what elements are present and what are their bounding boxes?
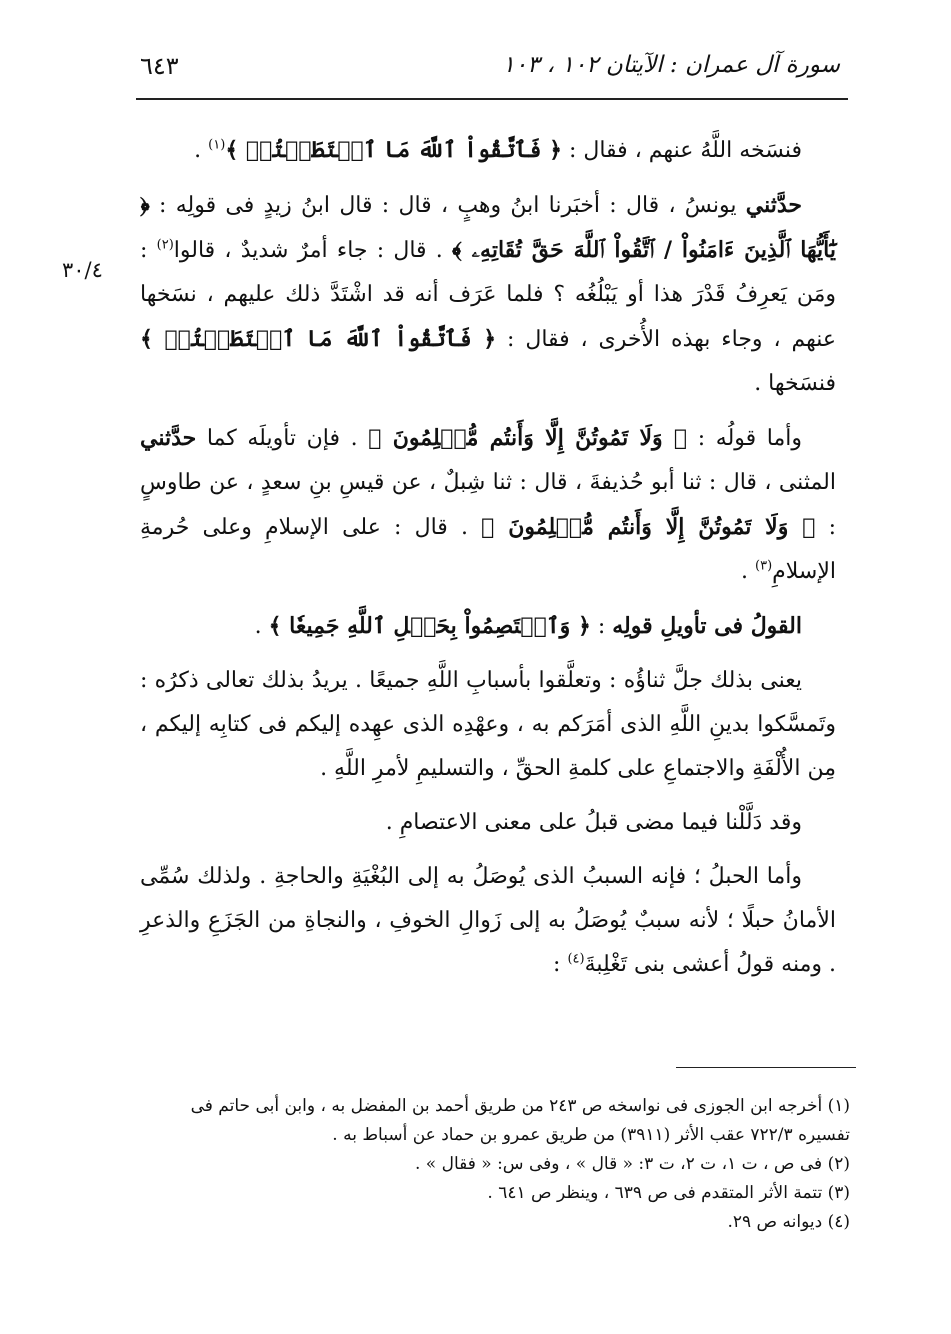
footnote-2: (٢) فى ص ، ت ١، ت ٢، ت ٣: « قال » ، وفى س: « فقال » .: [415, 1154, 850, 1174]
quran-quote: ﴿ وَلَا تَمُوتُنَّ إِلَّا وَأَنتُم مُّسۡلِمُونَ ﴾: [481, 514, 816, 540]
margin-reference: ٣٠/٤: [62, 258, 103, 282]
footnote-3: (٣) تتمة الأثر المتقدم فى ص ٦٣٩ ، وينظر ص ٦٤١ .: [487, 1183, 850, 1203]
footnote-ref: (١): [208, 137, 226, 153]
text-run: فنسَخه اللَّهُ عنهم ، فقال :: [561, 138, 802, 163]
paragraph-6: وقد دَلَّلْنا فيما مضى قبلُ على معنى الاعتصامِ .: [385, 810, 802, 835]
paragraph-3: [140, 416, 836, 594]
narration-keyword: حدَّثني: [140, 425, 197, 451]
quran-quote: ﴿ وَلَا تَمُوتُنَّ إِلَّا وَأَنتُم مُّسۡلِمُونَ ﴾: [368, 425, 688, 451]
text-run: .: [194, 138, 209, 163]
footnote-ref: (٢): [156, 237, 174, 253]
footnotes: [140, 1092, 850, 1237]
text-run: وأما قولُه :: [687, 426, 803, 451]
page-number: ٦٤٣: [140, 52, 179, 80]
text-run: .: [254, 614, 269, 639]
heading-text: القولُ فى تأويلِ قولِه: [612, 613, 802, 639]
quran-quote: ﴿ فَٱتَّقُواْ ٱللَّهَ مَا ٱسۡتَطَعۡتُمۡ ﴾: [140, 326, 497, 352]
running-title: سورة آل عمران : الآيتان ١٠٢ ، ١٠٣: [502, 52, 840, 78]
footnote-4: (٤) ديوانه ص ٢٩.: [727, 1212, 850, 1232]
text-run: المثنى ، قال : ثنا أبو حُذيفةَ ، قال : ثنا شِبلٌ ، عن قيسِ بنِ سعدٍ ، عن طاوسٍ :: [140, 470, 836, 540]
quran-quote: ﴿ فَٱتَّقُواْ ٱللَّهَ مَا ٱسۡتَطَعۡتُمۡ ﴾: [225, 137, 562, 163]
header-rule: [136, 98, 848, 100]
text-run: فنسَخها .: [754, 371, 836, 396]
footnote-ref: (٣): [755, 558, 773, 574]
text-run: . قال : جاء أمرٌ شديدٌ ، قالوا: [173, 238, 453, 263]
text-run: . فإن تأويلَه كما: [196, 426, 369, 451]
main-text: [140, 128, 836, 997]
quran-quote: ﴿ يَٰٓأَيُّهَا ٱلَّذِينَ ءَامَنُواْ / ٱتَّقُواْ ٱللَّهَ حَقَّ تُقَاتِهِۦ ﴾: [140, 192, 837, 263]
paragraph-5: يعنى بذلك جلَّ ثناؤُه : وتعلَّقوا بأسبابِ اللَّهِ جميعًا . يريدُ بذلك تعالى ذكرُه : وتَمسَّكوا بدينِ اللَّهِ الذى أمَرَكم به ، وعهْدِه الذى عهِده إليكم فى كتابِه إليكم ، مِن الأُلْفَةِ والاجتماعِ على كلمةِ الحقِّ ، والتسليمِ لأمرِ اللَّهِ .: [140, 668, 836, 781]
section-heading: [140, 604, 836, 649]
paragraph-1: [140, 128, 836, 173]
footnote-ref: (٤): [567, 951, 585, 967]
text-run: وأما الحبلُ ؛ فإنه السببُ الذى يُوصَلُ به إلى البُغْيَةِ والحاجةِ . ولذلك سُمِّى الأمانُ حبلًا ؛ لأنه سببٌ يُوصَلُ به إلى زَوالِ الخوفِ ، والنجاةِ من الجَزَعِ والذعرِ . ومنه قولُ أعشى بنى تَغْلِبةَ: [140, 864, 836, 977]
footnote-rule: [676, 1067, 856, 1068]
text-run: : ومَن يَعرِفُ قَدْرَ هذا أو يَبْلُغُه ؟ فلما عَرَف أنه قد اشْتَدَّ ذلك عليهم ، نسَخها عنهم ، وجاء بهذه الأُخرى ، فقال :: [140, 238, 836, 352]
page-header: [140, 52, 840, 92]
paragraph-7: [140, 855, 836, 987]
footnote-1: (١) أخرجه ابن الجوزى فى نواسخه ص ٢٤٣ من طريق أحمد بن المفضل به ، وابن أبى حاتم فى تفسيره ٧٢٢/٣ عقب الأثر (٣٩١١) من طريق عمرو بن حماد عن أسباط به .: [190, 1096, 850, 1145]
quran-quote: ﴿ وَٱعۡتَصِمُواْ بِحَبۡلِ ٱللَّهِ جَمِيعٗا ﴾: [268, 613, 591, 639]
paragraph-2: [140, 183, 836, 406]
text-run: .: [741, 559, 756, 584]
text-run: . قال : على الإسلامِ وعلى حُرمةِ الإسلامِ: [140, 515, 836, 584]
text-run: يونسُ ، قال : أخبَرنا ابنُ وهبٍ ، قال : قال ابنُ زيدٍ فى قولِه :: [149, 193, 746, 218]
narration-keyword: حدَّثني: [745, 192, 802, 218]
text-run: :: [553, 952, 568, 977]
text-run: :: [590, 614, 613, 639]
